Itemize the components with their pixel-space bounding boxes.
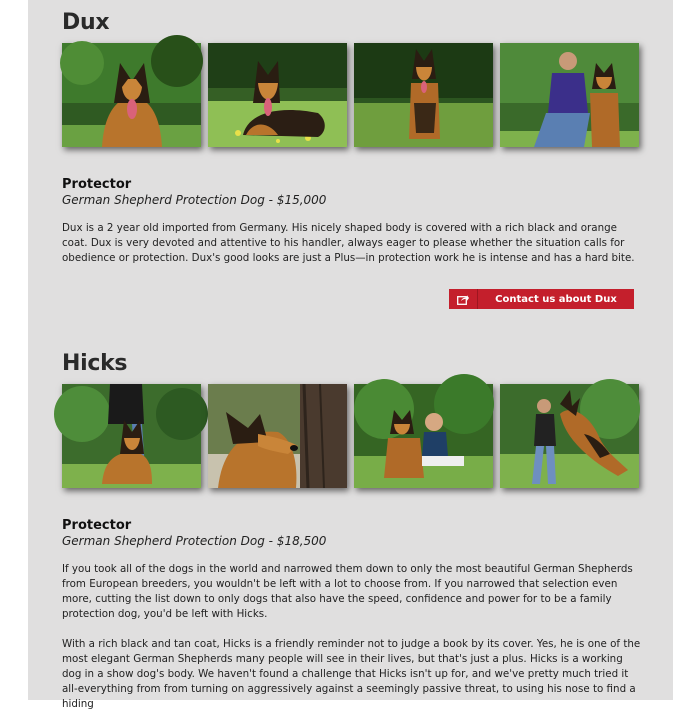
share-arrow-icon (449, 289, 478, 309)
dog-subtitle-price: German Shepherd Protection Dog - $15,000 (62, 193, 327, 207)
dog-subtitle-price: German Shepherd Protection Dog - $18,500 (62, 534, 327, 548)
dog-role: Protector (62, 177, 132, 192)
dog-photo[interactable] (354, 384, 493, 488)
dog-photo[interactable] (500, 43, 639, 147)
content-panel (28, 0, 673, 710)
dog-photo[interactable] (62, 384, 201, 488)
dog-description: If you took all of the dogs in the world and narrowed them down to only the most beautiful German Shepherds from European breeders, you wouldn't be left with a lot to choose from. If you narrowed that selection even more, cutting the list down to only dogs that also have the speed, confidence and power for to be a family protection dog, you'd be left with Hicks. (62, 563, 633, 620)
dog-photo[interactable] (208, 384, 347, 488)
photo-gallery (62, 43, 642, 149)
contact-button-label: Contact us about Dux (495, 293, 617, 305)
photo-gallery (62, 384, 642, 490)
dog-name: Hicks (62, 351, 128, 376)
dog-description: With a rich black and tan coat, Hicks is a friendly reminder not to judge a book by its cover. Yes, he is one of the most elegant German Shepherds many people will see in their lives, but that's just a plus. Hicks is a working dog in a show dog's body. We haven't found a challenge that Hicks isn't up for, and we've pretty much tried it all-everything from from turning on aggressively against a seemingly passive threat, to using his nose to find a hiding (62, 638, 641, 710)
dog-photo[interactable] (500, 384, 639, 488)
dog-name: Dux (62, 10, 110, 35)
dog-photo[interactable] (354, 43, 493, 147)
dog-section-hicks (62, 351, 642, 712)
dog-description: Dux is a 2 year old imported from Germany. His nicely shaped body is covered with a rich black and orange coat. Dux is very devoted and attentive to his handler, always eager to please whether the situation calls for obedience or protection. Dux's good looks are just a Plus—in protection work he is intense and has a hard bite. (62, 222, 635, 264)
dog-photo[interactable] (62, 43, 201, 147)
dog-role: Protector (62, 518, 132, 533)
dog-photo[interactable] (208, 43, 347, 147)
contact-button-dux[interactable] (449, 289, 634, 309)
dog-section-dux (62, 10, 642, 266)
